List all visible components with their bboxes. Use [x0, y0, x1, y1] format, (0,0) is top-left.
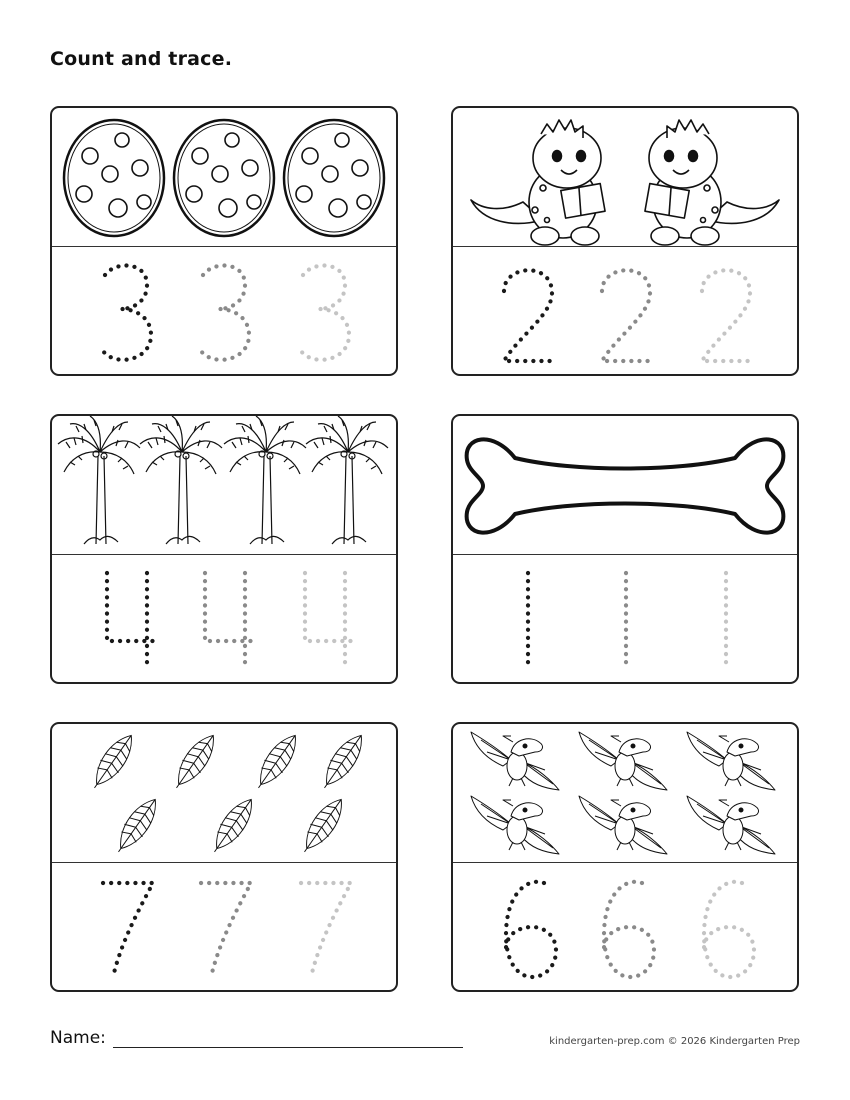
dotted-digit-row [52, 555, 396, 682]
dotted-digit-row [453, 247, 797, 374]
count-card-palm-trees [50, 414, 398, 684]
palm-tree-icon [52, 416, 396, 554]
dotted-digit-7 [301, 883, 351, 977]
dotted-digit-6 [604, 882, 654, 977]
dotted-digit-row [52, 863, 396, 990]
dotted-digit-row [453, 555, 797, 682]
count-card-dinosaurs [451, 106, 799, 376]
dotted-digit-3 [103, 266, 151, 360]
dotted-digit-6 [506, 882, 556, 977]
pterodactyl-icon [453, 724, 797, 862]
dotted-digit-4 [305, 573, 353, 669]
copyright-credit: kindergarten-prep.com © 2026 Kindergarten Prep [549, 1036, 800, 1047]
trace-area [52, 863, 396, 990]
name-label: Name: [50, 1028, 106, 1048]
dotted-digit-4 [107, 573, 155, 669]
dinosaur-egg-icon [52, 108, 396, 246]
trace-area [52, 247, 396, 374]
count-card-eggs [50, 106, 398, 376]
trace-area [52, 555, 396, 682]
count-card-pterodactyls [451, 722, 799, 992]
picture-area [453, 724, 797, 863]
name-write-line[interactable] [113, 1047, 463, 1048]
dotted-digit-6 [704, 882, 754, 977]
dotted-digit-7 [201, 883, 251, 977]
dotted-digit-2 [602, 270, 652, 361]
worksheet-title: Count and trace. [50, 48, 233, 70]
dotted-digit-7 [103, 883, 153, 977]
fern-leaf-icon [52, 724, 396, 862]
trace-area [453, 247, 797, 374]
dotted-digit-3 [201, 266, 249, 360]
dotted-digit-4 [205, 573, 253, 669]
bone-icon [453, 416, 797, 554]
picture-area [453, 108, 797, 247]
trace-area [453, 863, 797, 990]
dotted-digit-2 [504, 270, 554, 361]
dotted-digit-row [453, 863, 797, 990]
count-card-bone [451, 414, 799, 684]
trace-area [453, 555, 797, 682]
dotted-digit-row [52, 247, 396, 374]
dotted-digit-3 [301, 266, 349, 360]
count-card-fern-leaves [50, 722, 398, 992]
dotted-digit-2 [702, 270, 752, 361]
picture-area [52, 416, 396, 555]
reading-dinosaur-icon [453, 108, 797, 246]
picture-area [453, 416, 797, 555]
picture-area [52, 724, 396, 863]
picture-area [52, 108, 396, 247]
